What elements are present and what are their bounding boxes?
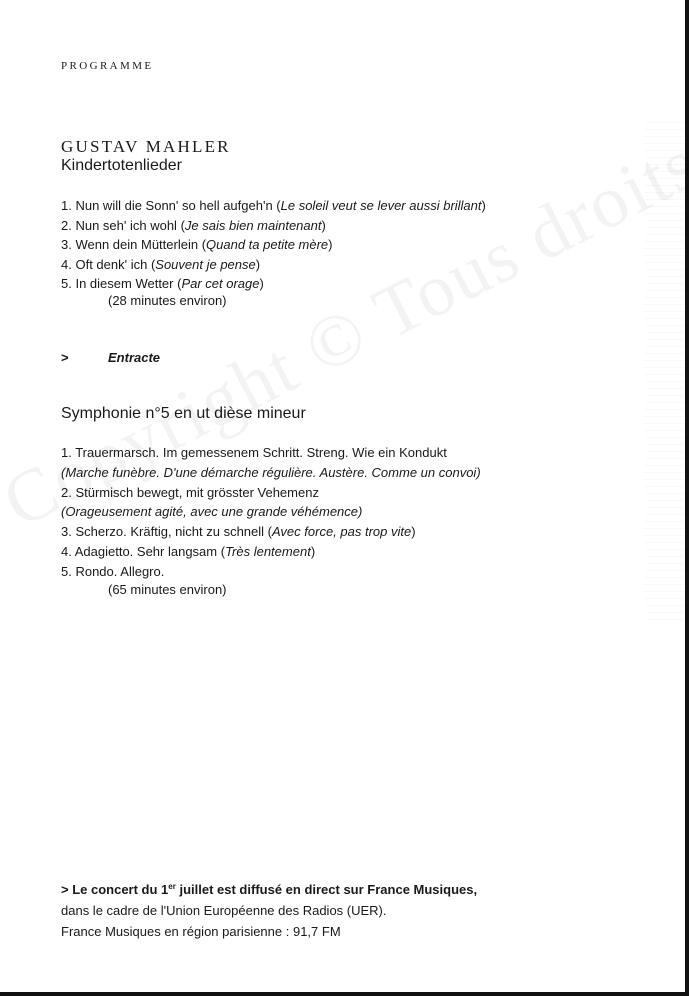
broadcast-line-3: France Musiques en région parisienne : 91,7 FM — [61, 924, 341, 939]
scan-edge-bottom — [0, 992, 689, 996]
symphony-movement-list — [61, 443, 481, 582]
page-header: PROGRAMME — [61, 60, 154, 72]
composer-name: GUSTAV MAHLER — [61, 137, 231, 156]
duration-symphony-5: (65 minutes environ) — [108, 582, 227, 597]
broadcast-line-1: > Le concert du 1er juillet est diffusé en direct sur France Musiques, — [61, 882, 478, 897]
entracte-arrow: > — [61, 350, 69, 365]
movement-item: 2. Stürmisch bewegt, mit grösster Vehemenz — [61, 484, 319, 500]
duration-kindertotenlieder: (28 minutes environ) — [108, 293, 227, 308]
movement-item: 4. Adagietto. Sehr langsam (Très lentement) — [61, 543, 316, 559]
movement-item: 1. Nun will die Sonn' so hell aufgeh'n (Le soleil veut se lever aussi brillant) — [61, 198, 486, 213]
movement-translation: (Marche funèbre. D'une démarche régulière. Austère. Comme un convoi) — [61, 464, 481, 480]
work-title-symphony-5: Symphonie n°5 en ut dièse mineur — [61, 405, 306, 422]
movement-item: 3. Scherzo. Kräftig, nicht zu schnell (Avec force, pas trop vite) — [61, 524, 416, 540]
movement-translation: (Orageusement agité, avec une grande véhémence) — [61, 504, 363, 520]
movement-item: 5. Rondo. Allegro. — [61, 563, 165, 579]
work-title-kindertotenlieder: Kindertotenlieder — [61, 157, 182, 174]
broadcast-note — [61, 876, 477, 942]
movement-item: 4. Oft denk' ich (Souvent je pense) — [61, 256, 261, 272]
movement-item: 5. In diesem Wetter (Par cet orage) — [61, 276, 264, 291]
movement-item: 2. Nun seh' ich wohl (Je sais bien maintenant) — [61, 217, 326, 233]
movement-item: 3. Wenn dein Mütterlein (Quand ta petite mère) — [61, 237, 333, 252]
kindertotenlieder-movement-list — [61, 196, 486, 294]
movement-item: 1. Trauermarsch. Im gemessenem Schritt. Streng. Wie ein Kondukt — [61, 445, 447, 460]
broadcast-line-2: dans le cadre de l'Union Européenne des Radios (UER). — [61, 903, 387, 918]
entracte-label: Entracte — [108, 350, 161, 365]
